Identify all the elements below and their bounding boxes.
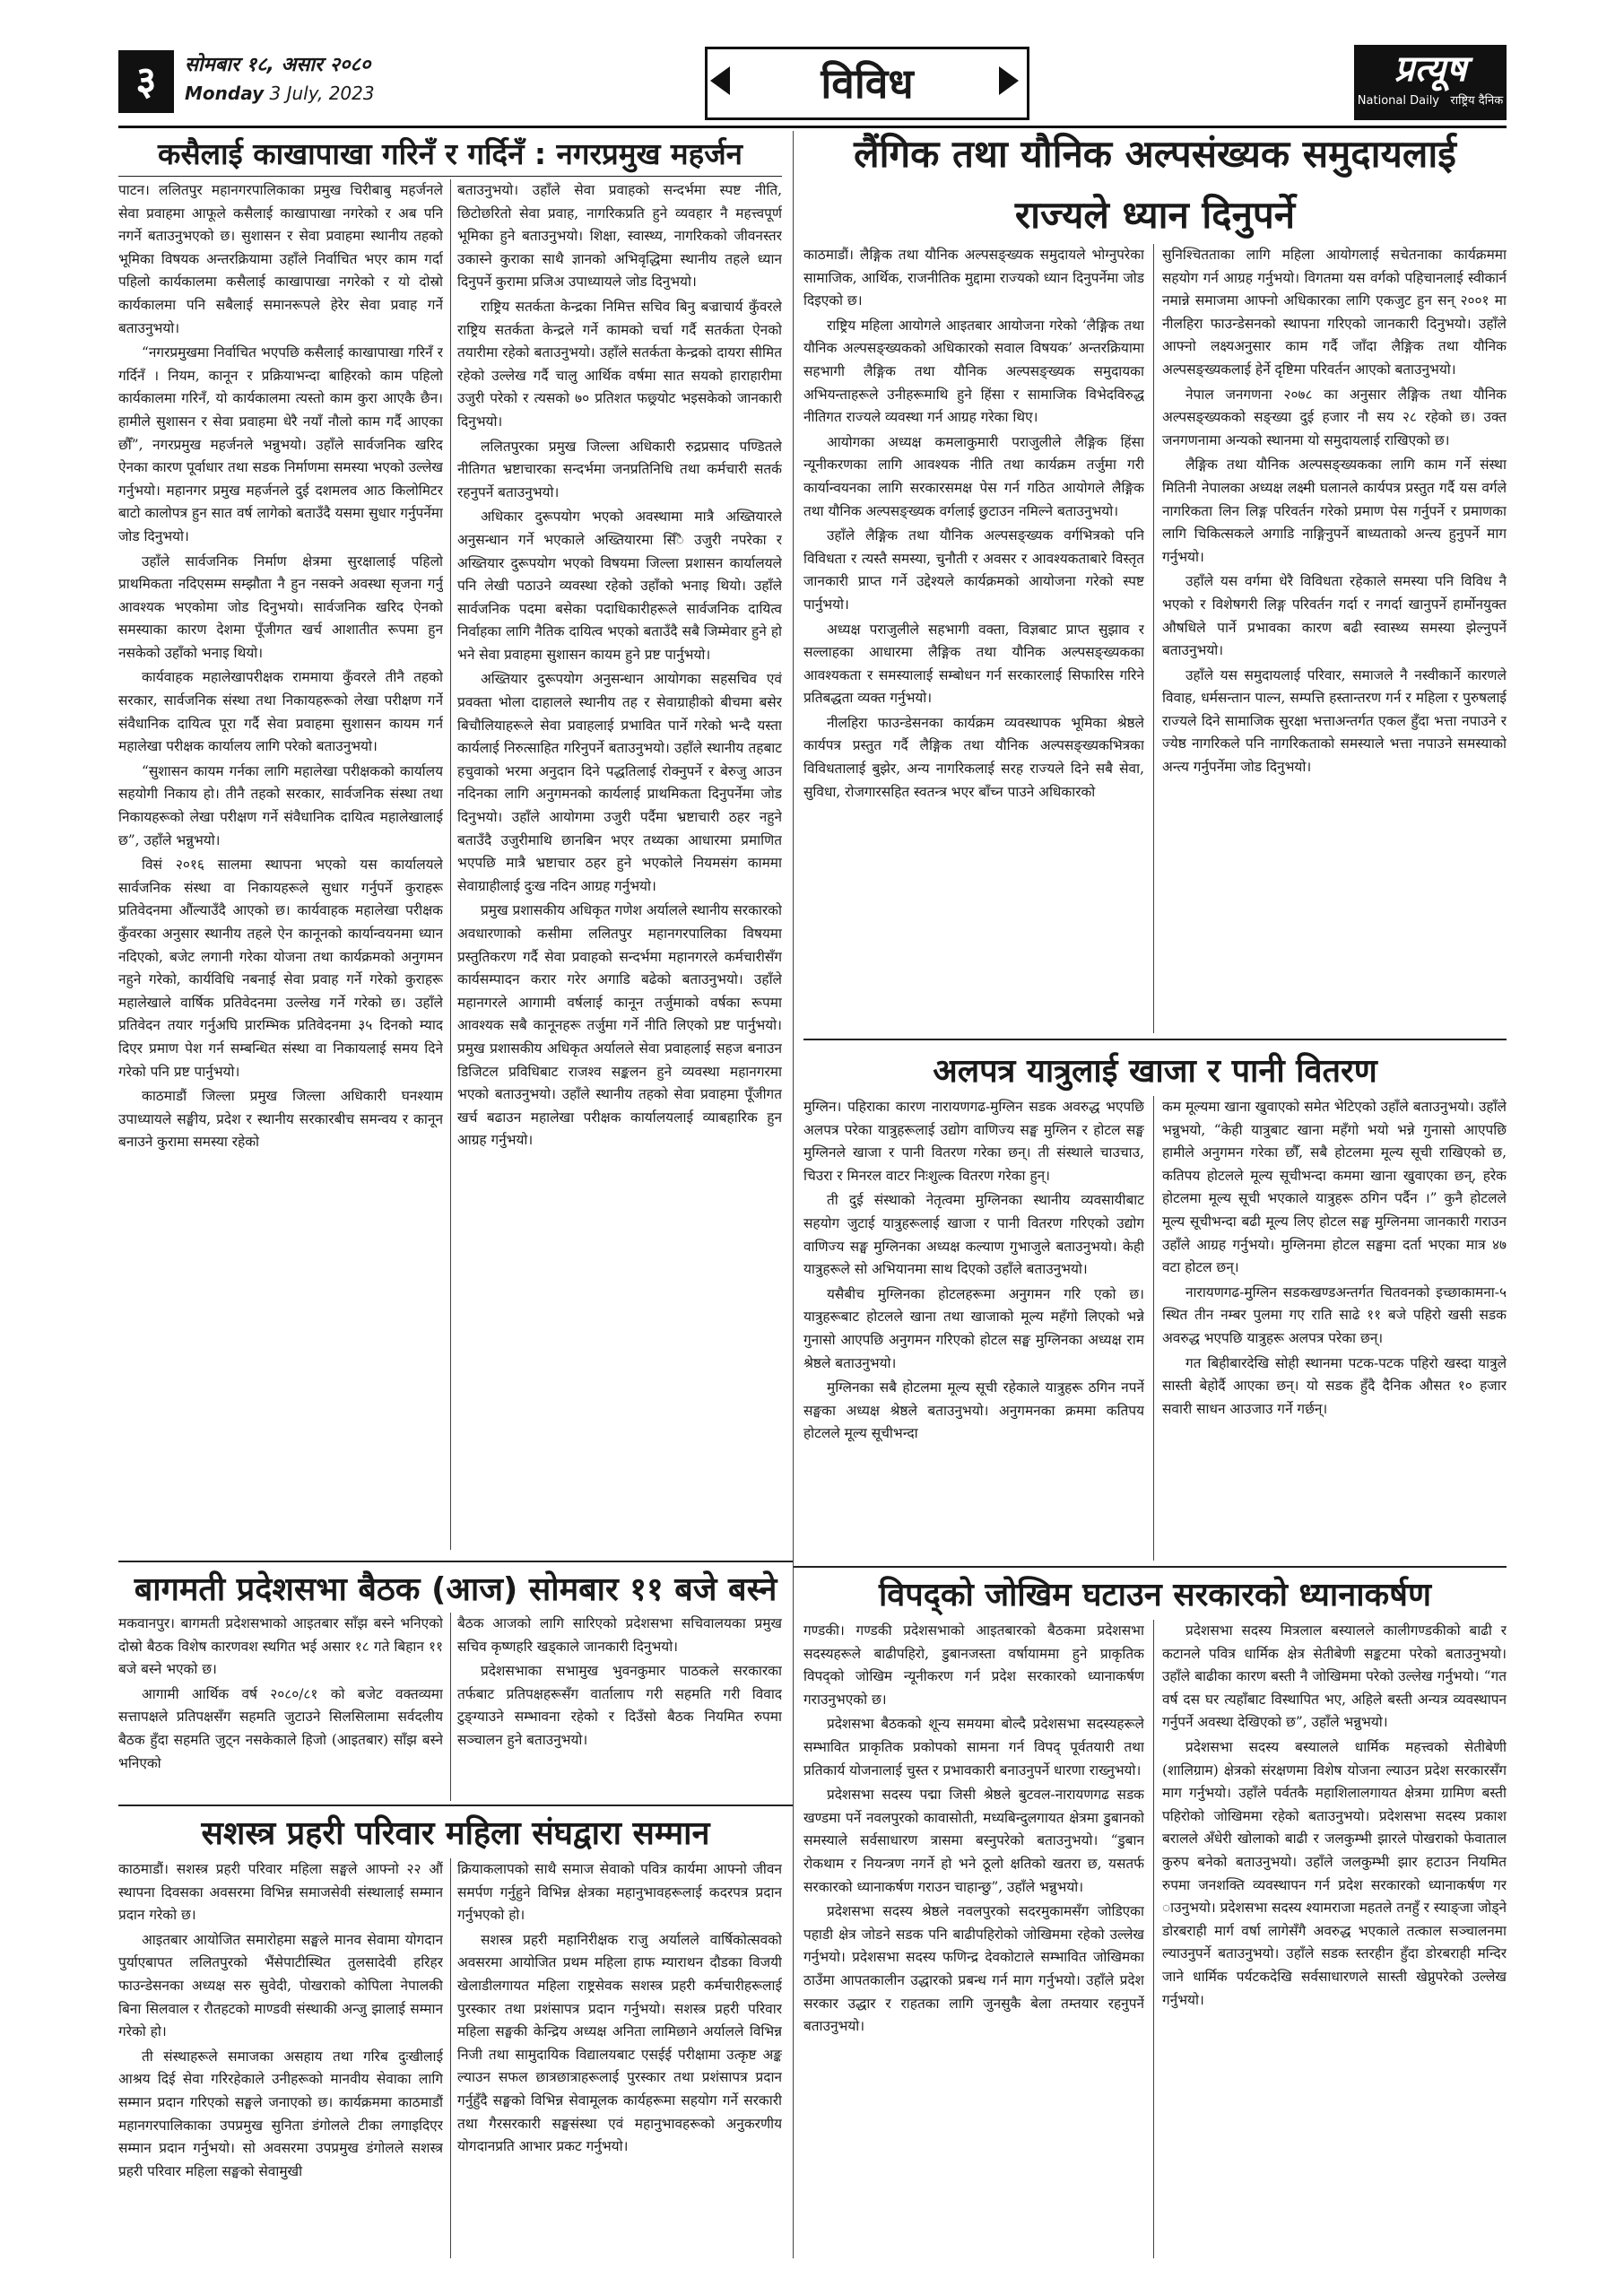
logo-text: प्रत्यूष — [1394, 48, 1467, 90]
paragraph: बताउनुभयो। उहाँले सेवा प्रवाहको सन्दर्भमा स्पष्ट नीति, छिटोछरितो सेवा प्रवाह, नागरिकप्रति हुने व्यवहार नै महत्त्वपूर्ण भूमिका हुने बताउनुभयो। शिक्षा, स्वास्थ्य, नागरिकको जीवनस्तर उकास्ने कुराका साथै ज्ञानको अभिवृद्धिमा स्थानीय तहले ध्यान दिनुपर्ने कुरामा प्रजिअ उपाध्यायले जोड दिनुभयो। — [457, 182, 782, 291]
paragraph: आगामी आर्थिक वर्ष २०८०/८१ को बजेट वक्तव्यमा सत्तापक्षले प्रतिपक्षसँग सहमति जुटाउने सिलसिलामा सर्वदलीय बैठक हुँदा सहमति जुट्न नसकेकाले हिजो (आइतबार) साँझ बस्ने भनिएको — [118, 1685, 443, 1771]
article2-headline-line2: राज्यले ध्यान दिनुपर्ने — [1014, 193, 1296, 237]
paragraph: प्रमुख प्रशासकीय अधिकृत गणेश अर्यालले स्थानीय सरकारको अवधारणाको कसीमा ललितपुर महानगरपालिका विषयमा प्रस्तुतिकरण गर्दै सेवा प्रवाहको सन्दर्भमा महानगरले कर्मचारीसँग कार्यसम्पादन करार गरेर अगाडि बढेको बताउनुभयो। उहाँले महानगरले आगामी वर्षलाई कानून तर्जुमाको वर्षका रूपमा आवश्यक सबै कानूनहरू तर्जुमा गर्ने नीति लिएको प्रष्ट पार्नुभयो। प्रमुख प्रशासकीय अधिकृत अर्यालले सेवा प्रवाहलाई सहज बनाउन डिजिटल प्रविधिबाट राजश्व सङ्कलन हुने व्यवस्था महानगरमा भएको बताउनुभयो। उहाँले स्थानीय तहको सेवा प्रवाहमा पूँजीगत खर्च बढाउन महालेखा परीक्षक कार्यालयलाई व्याबहारिक हुन आग्रह गर्नुभयो। — [457, 902, 782, 1149]
paragraph: नारायणगढ-मुग्लिन सडकखण्डअन्तर्गत चितवनको इच्छाकामना-५ स्थित तीन नम्बर पुलमा गए राति साढे ११ बजे पहिरो खसी सडक अवरुद्ध भएपछि यात्रुहरू अलपत्र परेका छन्। — [1162, 1283, 1507, 1346]
article4-headline: बागमती प्रदेशसभा बैठक (आज) सोमबार ११ बजे बस्ने — [134, 1571, 777, 1608]
article5-col2 — [457, 1858, 782, 2258]
paragraph: गण्डकी। गण्डकी प्रदेशसभाको आइतबारको बैठकमा प्रदेशसभा सदस्यहरूले बाढीपहिरो, डुबानजस्ता वर्षायाममा हुने प्राकृतिक विपद्को जोखिम न्यूनीकरण गर्न प्रदेश सरकारको ध्यानाकर्षण गराउनुभएको छ। — [803, 1622, 1144, 1708]
date-english-rest: 3 July, 2023 — [269, 83, 375, 104]
section-label: विविध — [821, 59, 914, 108]
date-english-day: Monday — [185, 83, 265, 104]
article4-col2 — [457, 1613, 782, 1801]
article6-col2 — [1162, 1620, 1507, 2258]
paragraph: मुग्लिनका सबै होटलमा मूल्य सूची रहेकाले यात्रुहरू ठगिन नपर्ने सङ्घका अध्यक्ष श्रेष्ठले बताउनुभयो। अनुगमनका क्रममा कतिपय होटलले मूल्य सूचीभन्दा — [803, 1379, 1144, 1442]
paragraph: राष्ट्रिय सतर्कता केन्द्रका निमित्त सचिव बिनु बज्राचार्य कुँवरले राष्ट्रिय सतर्कता केन्द्रले गर्ने कामको चर्चा गर्दै सतर्कता ऐनको तयारीमा रहेको बताउनुभयो। उहाँले सतर्कता केन्द्रको दायरा सीमित रहेको उल्लेख गर्दै चालु आर्थिक वर्षमा सात सयको हाराहारीमा उजुरी परेको र त्यसको ७० प्रतिशत फछ्र्योट भइसकेको जानकारी दिनुभयो। — [457, 298, 782, 430]
paragraph: लैङ्गिक तथा यौनिक अल्पसङ्ख्यकका लागि काम गर्ने संस्था मितिनी नेपालका अध्यक्ष लक्ष्मी घलानले कार्यपत्र प्रस्तुत गर्दै यस वर्गले नागरिकता लिन लिङ्ग परिवर्तन गरेको प्रमाण पेस गर्नुपर्ने र प्रमाणका लागि चिकित्सकले अगाडि नाङ्गिनुपर्ने बाध्यताको अन्त्य हुनुपर्ने माग गर्नुभयो। — [1162, 457, 1507, 565]
article1-col1 — [118, 179, 443, 1550]
article6-headline: विपद्को जोखिम घटाउन सरकारको ध्यानाकर्षण — [878, 1577, 1432, 1613]
column-divider — [450, 1613, 451, 1801]
paragraph: राष्ट्रिय महिला आयोगले आइतबार आयोजना गरेको ‘लैङ्गिक तथा यौनिक अल्पसङ्ख्यकको अधिकारको सवाल विषयक’ अन्तरक्रियामा सहभागी लैङ्गिक तथा यौनिक अल्पसङ्ख्यक समुदायका अभियन्ताहरूले उनीहरूमाथि हुने हिंसा र सामाजिक विभेदविरुद्ध नीतिगत राज्यले व्यवस्था गर्न आग्रह गरेका थिए। — [803, 317, 1144, 426]
paragraph: काठमाडौं जिल्ला प्रमुख जिल्ला अधिकारी घनश्याम उपाध्यायले सङ्घीय, प्रदेश र स्थानीय सरकारबीच समन्वय र कानून बनाउने कुरामा समस्या रहेको — [118, 1088, 443, 1151]
paragraph: ती संस्थाहरूले समाजका असहाय तथा गरिब दुःखीलाई आश्रय दिई सेवा गरिरहेकाले उनीहरूको मानवीय सेवाका लागि सम्मान प्रदान गरिएको सङ्घले जनाएको छ। कार्यक्रममा काठमाडौं महानगरपालिकाका उपप्रमुख सुनिता डंगोलले टीका लगाइदिएर सम्मान प्रदान गर्नुभयो। सो अवसरमा उपप्रमुख डंगोलले सशस्त्र प्रहरी परिवार महिला सङ्घको सेवामुखी — [118, 2048, 443, 2179]
paragraph: गत बिहीबारदेखि सोही स्थानमा पटक-पटक पहिरो खस्दा यात्रुले सास्ती बेहोर्दै आएका छन्। यो सडक हुँदै दैनिक औसत १० हजार सवारी साधन आउजाउ गर्ने गर्छन्। — [1162, 1354, 1507, 1417]
column-divider — [1153, 1096, 1154, 1561]
paragraph: विसं २०१६ सालमा स्थापना भएको यस कार्यालयले सार्वजनिक संस्था वा निकायहरूले सुधार गर्नुपर्ने कुराहरू प्रतिवेदनमा औंल्याउँदै आएको छ। कार्यवाहक महालेखा परीक्षक कुँवरका अनुसार स्थानीय तहले ऐन कानूनको कार्यान्वयनमा ध्यान नदिएको, बजेट लगानी गरेका योजना तथा कार्यक्रमको अनुगमन नहुने गरेको, कार्यविधि नबनाई सेवा प्रवाह गर्ने गरेको कुराहरू महालेखाले वार्षिक प्रतिवेदनमा उल्लेख गर्ने गरेको छ। उहाँले प्रतिवेदन तयार गर्नुअघि प्रारम्भिक प्रतिवेदनमा ३५ दिनको म्याद दिएर प्रमाण पेश गर्न सम्बन्धित संस्था वा निकायलाई समय दिने गरेको पनि प्रष्ट पार्नुभयो। — [118, 857, 443, 1080]
arrow-right-icon — [999, 66, 1019, 95]
article5-col1 — [118, 1858, 443, 2258]
paragraph: उहाँले यस वर्गमा धेरै विविधता रहेकाले समस्या पनि विविध नै भएको र विशेषगरी लिङ्ग परिवर्तन गर्दा र नगर्दा खानुपर्ने हार्मोनयुक्त औषधिले पार्ने प्रभावका कारण बढी स्वास्थ्य समस्या झेल्नुपर्ने बताउनुभयो। — [1162, 573, 1507, 659]
paragraph: मकवानपुर। बागमती प्रदेशसभाको आइतबार साँझ बस्ने भनिएको दोस्रो बैठक विशेष कारणवश स्थगित भई असार १८ गते बिहान ११ बजे बस्ने भएको छ। — [118, 1615, 443, 1678]
paragraph: पाटन। ललितपुर महानगरपालिकाका प्रमुख चिरीबाबु महर्जनले सेवा प्रवाहमा आफूले कसैलाई काखापाखा नगरेको र अब पनि नगर्ने बताउनुभएको छ। सुशासन र सेवा प्रवाहमा स्थानीय तहको भूमिका विषयक अन्तरक्रियामा उहाँले निर्वाचित भएर काम गर्दा पहिलो कार्यकालमा कसैलाई काखापाखा नगरेको र यो दोस्रो कार्यकालमा पनि सबैलाई समानरूपले हेरेर सेवा प्रवाह गर्ने बताउनुभयो। — [118, 182, 443, 336]
article3-col2 — [1162, 1096, 1507, 1561]
paragraph: ललितपुरका प्रमुख जिल्ला अधिकारी रुद्रप्रसाद पण्डितले नीतिगत भ्रष्टाचारका सन्दर्भमा जनप्रतिनिधि तथा कर्मचारी सतर्क रहनुपर्ने बताउनुभयो। — [457, 438, 782, 500]
logo-subtitle — [1354, 93, 1507, 109]
column-divider — [1153, 1620, 1154, 2258]
paragraph: “नगरप्रमुखमा निर्वाचित भएपछि कसैलाई काखापाखा गरिनँ र गर्दिनँ । नियम, कानून र प्रक्रियाभन्दा बाहिरको काम पहिलो कार्यकालमा गरिनँ, यो कार्यकालमा त्यस्तो काम कुरा आएकै छैन। हामीले सुशासन र सेवा प्रवाहमा धेरै नयाँ नौलो काम गर्दै आएका छौँ”, नगरप्रमुख महर्जनले भन्नुभयो। उहाँले सार्वजनिक खरिद ऐनका कारण पूर्वाधार तथा सडक निर्माणमा समस्या भएको उल्लेख गर्नुभयो। महानगर प्रमुख महर्जनले दुई दशमलव आठ किलोमिटर बाटो कालोपत्र हुन सात वर्ष लागेको बताउँदै यसमा सुधार गर्नुपर्नेमा जोड दिनुभयो। — [118, 344, 443, 544]
paragraph: काठमाडौं। सशस्त्र प्रहरी परिवार महिला सङ्घले आफ्नो २२ औं स्थापना दिवसका अवसरमा विभिन्न समाजसेवी संस्थालाई सम्मान प्रदान गरेको छ। — [118, 1861, 443, 1924]
article1-rule — [118, 176, 782, 177]
paragraph: काठमाडौं। लैङ्गिक तथा यौनिक अल्पसङ्ख्यक समुदायले भोग्नुपरेका सामाजिक, आर्थिक, राजनीतिक मुद्दामा राज्यको ध्यान दिनुपर्नेमा जोड दिइएको छ। — [803, 247, 1144, 309]
page-column-divider — [793, 131, 794, 1566]
arrow-left-icon — [710, 66, 730, 95]
article-rule — [118, 1561, 793, 1562]
article1-col2 — [457, 179, 782, 1550]
logo-sub-en: National Daily — [1357, 94, 1439, 108]
paragraph: ती दुई संस्थाको नेतृत्वमा मुग्लिनका स्थानीय व्यवसायीबाट सहयोग जुटाई यात्रुहरूलाई खाजा र पानी वितरण गरिएको उद्योग वाणिज्य सङ्घ मुग्लिनका अध्यक्ष कल्याण गुभाजुले बताउनुभयो। केही यात्रुहरूले सो अभियानमा साथ दिएको उहाँले बताउनुभयो। — [803, 1192, 1144, 1278]
paragraph: प्रदेशसभा बैठकको शून्य समयमा बोल्दै प्रदेशसभा सदस्यहरूले सम्भावित प्राकृतिक प्रकोपको सामना गर्न विपद् पूर्वतयारी तथा प्रतिकार्य योजनालाई चुस्त र प्रभावकारी बनाउनुपर्ने धारणा राख्नुभयो। — [803, 1716, 1144, 1779]
date-nepali: सोमबार १८, असार २०८० — [185, 54, 371, 76]
paragraph: अध्यक्ष पराजुलीले सहभागी वक्ता, विज्ञबाट प्राप्त सुझाव र सल्लाहका आधारमा लैङ्गिक तथा यौनिक अल्पसङ्ख्यकका आवश्यकता र समस्यालाई सम्बोधन गर्न सरकारलाई सिफारिस गरिने प्रतिबद्धता व्यक्त गर्नुभयो। — [803, 621, 1144, 707]
paragraph: “सुशासन कायम गर्नका लागि महालेखा परीक्षकको कार्यालय सहयोगी निकाय हो। तीनै तहको सरकार, सार्वजनिक संस्था तथा निकायहरूको लेखा परीक्षण गर्ने संवैधानिक दायित्व महालेखालाई छ”, उहाँले भन्नुभयो। — [118, 762, 443, 848]
paragraph: आइतबार आयोजित समारोहमा सङ्घले मानव सेवामा योगदान पुर्याएबापत ललितपुरको भैंसेपाटीस्थित तुलसादेवी हरिहर फाउन्डेसनका अध्यक्ष सरु सुवेदी, पोखराको कोपिला नेपालकी बिना सिलवाल र रौतहटको माण्डवी संस्थाकी अन्जु झालाई सम्मान गरेको हो। — [118, 1931, 443, 2040]
column-divider — [1153, 244, 1154, 1033]
article3-col1 — [803, 1096, 1144, 1561]
paragraph: प्रदेशसभा सदस्य मित्रलाल बस्यालले कालीगण्डकीको बाढी र कटानले पवित्र धार्मिक क्षेत्र सेतीबेणी सङ्कटमा परेको बताउनुभयो। उहाँले बाढीका कारण बस्ती नै जोखिममा परेको उल्लेख गर्नुभयो। “गत वर्ष दस घर त्यहाँबाट विस्थापित भए, अहिले बस्ती अन्यत्र व्यवस्थापन गर्नुपर्ने अवस्था देखिएको छ”, उहाँले भन्नुभयो। — [1162, 1622, 1507, 1731]
article6-col1 — [803, 1620, 1144, 2258]
paragraph: अधिकार दुरूपयोग भएको अवस्थामा मात्रै अख्तियारले अनुसन्धान गर्ने भएकाले अख्तियारमा सिँै उजुरी नपरेका र अख्तियार दुरूपयोग भएको विषयमा जिल्ला प्रशासन कार्यालयले पनि लेखी पठाउने व्यवस्था रहेको उहाँको भनाइ थियो। उहाँले सार्वजनिक पदमा बसेका पदाधिकारीहरूले सार्वजनिक दायित्व निर्वाहका लागि नैतिक दायित्व भएको बताउँदै सबै जिम्मेवार हुने हो भने सेवा प्रवाहमा सुशासन कायम हुने प्रष्ट पार्नुभयो। — [457, 509, 782, 663]
paragraph: उहाँले यस समुदायलाई परिवार, समाजले नै नस्वीकार्ने कारणले विवाह, धर्मसन्तान पाल्न, सम्पत्ति हस्तान्तरण गर्न र महिला र पुरुषलाई राज्यले दिने सामाजिक सुरक्षा भत्ताअन्तर्गत एकल हुँदा भत्ता नपाउने र ज्येष्ठ नागरिकले पनि नागरिकताको समस्याले भत्ता नपाउने समस्याको अन्त्य गर्नुपर्नेमा जोड दिनुभयो। — [1162, 666, 1507, 776]
paragraph: कम मूल्यमा खाना खुवाएको समेत भेटिएको उहाँले बताउनुभयो। उहाँले भन्नुभयो, “केही यात्रुबाट खाना महँगो भयो भन्ने गुनासो आएपछि हामीले अनुगमन गरेका छौँ, सबै होटलमा मूल्य सूची राखिएको छ, कतिपय होटलले मूल्य सूचीभन्दा कममा खाना खुवाएका छन्, हरेक होटलमा मूल्य सूची भएकाले यात्रुहरू ठगिन पर्दैन ।” कुनै होटलले मूल्य सूचीभन्दा बढी मूल्य लिए होटल सङ्घ मुग्लिनमा जानकारी गराउन उहाँले आग्रह गर्नुभयो। मुग्लिनमा होटल सङ्घमा दर्ता भएका मात्र ४७ वटा होटल छन्। — [1162, 1099, 1507, 1276]
page-column-divider — [793, 1566, 794, 2258]
paragraph: आयोगका अध्यक्ष कमलाकुमारी पराजुलीले लैङ्गिक हिंसा न्यूनीकरणका लागि आवश्यक नीति तथा कार्यक्रम तर्जुमा गरी कार्यान्वयनका लागि सरकारसमक्ष पेस गर्न गठित आयोगले लैङ्गिक तथा यौनिक अल्पसङ्ख्यक वर्गलाई छुटाउन नमिल्ने बताउनुभयो। — [803, 433, 1144, 519]
paragraph: मुग्लिन। पहिराका कारण नारायणगढ-मुग्लिन सडक अवरुद्ध भएपछि अलपत्र परेका यात्रुहरूलाई उद्योग वाणिज्य सङ्घ मुग्लिन र होटल सङ्घ मुग्लिनले खाजा र पानी वितरण गरेका छन्। ती संस्थाले चाउचाउ, चिउरा र मिनरल वाटर निःशुल्क वितरण गरेका हुन्। — [803, 1099, 1144, 1184]
paragraph: सुनिश्चितताका लागि महिला आयोगलाई सचेतनाका कार्यक्रममा सहयोग गर्न आग्रह गर्नुभयो। विगतमा यस वर्गको पहिचानलाई स्वीकार्न नमान्ने समाजमा आफ्नो अधिकारका लागि एकजुट हुन सन् २००१ मा नीलहिरा फाउन्डेसनको स्थापना गरिएको जानकारी दिनुभयो। उहाँले आफ्नो लक्ष्यअनुसार काम गर्दै जाँदा लैङ्गिक तथा यौनिक अल्पसङ्ख्यकलाई हेर्ने दृष्टिमा परिवर्तन आएको बताउनुभयो। — [1162, 247, 1507, 378]
paragraph: उहाँले लैङ्गिक तथा यौनिक अल्पसङ्ख्यक वर्गभित्रको पनि विविधता र त्यस्तै समस्या, चुनौती र अवसर र आवश्यकताबारे विस्तृत जानकारी प्राप्त गर्ने उद्देश्यले कार्यक्रमको आयोजना गरेको स्पष्ट पार्नुभयो। — [803, 527, 1144, 613]
paragraph: प्रदेशसभा सदस्य पद्मा जिसी श्रेष्ठले बुटवल-नारायणगढ सडक खण्डमा पर्ने नवलपुरको कावासोती, मध्यबिन्दुलगायत क्षेत्रमा डुबानको समस्याले सर्वसाधारण त्रासमा बस्नुपरेको बताउनुभयो। “डुबान रोकथाम र नियन्त्रण नगर्ने हो भने ठूलो क्षतिको खतरा छ, यसतर्फ सरकारको ध्यानाकर्षण गराउन चाहान्छु”, उहाँले भन्नुभयो। — [803, 1787, 1144, 1895]
paragraph: अख्तियार दुरूपयोग अनुसन्धान आयोगका सहसचिव एवं प्रवक्ता भोला दाहालले स्थानीय तह र सेवाग्राहीको बीचमा बसेर बिचौलियाहरूले सेवा प्रवाहलाई प्रभावित पार्ने गरेको भन्दै यस्ता कार्यलाई निरुत्साहित गरिनुपर्ने बताउनुभयो। उहाँले स्थानीय तहबाट हचुवाको भरमा अनुदान दिने पद्धतिलाई रोक्नुपर्ने र बेरुजु आउन नदिनका लागि अनुगमनको कार्यलाई प्राथमिकता दिनुपर्नेमा जोड दिनुभयो। उहाँले आयोगमा उजुरी पर्दैमा भ्रष्टाचारी ठहर नहुने बताउँदै उजुरीमाथि छानबिन भएर तथ्यका आधारमा प्रमाणित भएपछि मात्रै भ्रष्टाचार ठहर हुने भएकोले नियमसंग काममा सेवाग्राहीलाई दुःख नदिन आग्रह गर्नुभयो। — [457, 671, 782, 894]
article2-headline-line1: लैंगिक तथा यौनिक अल्पसंख्यक समुदायलाई — [854, 132, 1456, 176]
paragraph: सशस्त्र प्रहरी महानिरीक्षक राजु अर्यालले वार्षिकोत्सवको अवसरमा आयोजित प्रथम महिला हाफ म्याराथन दौडका विजयी खेलाडीलगायत महिला राष्ट्रसेवक सशस्त्र प्रहरी कर्मचारीहरूलाई पुरस्कार तथा प्रशंसापत्र प्रदान गर्नुभयो। सशस्त्र प्रहरी परिवार महिला सङ्घकी केन्द्रिय अध्यक्ष अनिता लामिछाने अर्यालले विभिन्न निजी तथा सामुदायिक विद्यालयबाट एसईई परीक्षामा उत्कृष्ट अङ्क ल्याउन सफल छात्रछात्राहरूलाई पुरस्कार तथा प्रशंसापत्र प्रदान गर्नुहुँदै सङ्घको विभिन्न सेवामूलक कार्यहरूमा सहयोग गर्ने सरकारी तथा गैरसरकारी सङ्घसंस्था एवं महानुभावहरूको अनुकरणीय योगदानप्रति आभार प्रकट गर्नुभयो। — [457, 1931, 782, 2155]
paragraph: उहाँले सार्वजनिक निर्माण क्षेत्रमा सुरक्षालाई पहिलो प्राथमिकता नदिएसम्म सम्झौता नै हुन नसक्ने अवस्था सृजना गर्नु आवश्यक भएकोमा जोड दिनुभयो। सार्वजनिक खरिद ऐनको समस्याका कारण देशमा पूँजीगत खर्च आशातीत रूपमा हुन नसकेको उहाँको भनाइ थियो। — [118, 552, 443, 661]
article-rule — [793, 1566, 1507, 1568]
paragraph: प्रदेशसभा सदस्य बस्यालले धार्मिक महत्त्वको सेतीबेणी (शालिग्राम) क्षेत्रको संरक्षणमा विशेष योजना ल्याउन प्रदेश सरकारसँग माग गर्नुभयो। उहाँले पर्वतकै महाशिलालगायत क्षेत्रमा ग्रामिण बस्ती पहिरोको जोखिममा रहेको बताउनुभयो। प्रदेशसभा सदस्य प्रकाश बरालले अँधेरी खोलाको बाढी र जलकुम्भी झारले पोखराको फेवाताल कुरुप बनेको बताउनुभयो। उहाँले जलकुम्भी झार हटाउन नियमित रुपमा जनशक्ति व्यवस्थापन गर्न प्रदेश सरकारको ध्यानाकर्षण गर ाउनुभयो। प्रदेशसभा सदस्य श्यामराजा महतले तनहुँ र स्याङ्जा जोड्ने डोरबराही मार्ग वर्षा लागेसँगै अवरुद्ध भएकाले तत्काल सञ्चालनमा ल्याउनुपर्ने बताउनुभयो। उहाँले सडक स्तरहीन हुँदा डोरबराही मन्दिर जाने धार्मिक पर्यटकदेखि सर्वसाधारणले सास्ती खेप्नुपरेको उल्लेख गर्नुभयो। — [1162, 1738, 1507, 2008]
paragraph: प्रदेशसभा सदस्य श्रेष्ठले नवलपुरको सदरमुकामसँग जोडिएका पहाडी क्षेत्र जोडने सडक पनि बाढीपहिरोको जोखिममा रहेको उल्लेख गर्नुभयो। प्रदेशसभा सदस्य फणिन्द्र देवकोटाले सम्भावित जोखिमका ठाउँमा आपतकालीन उद्धारको प्रबन्ध गर्न माग गर्नुभयो। उहाँले प्रदेश सरकार उद्धार र राहतका लागि जुनसुकै बेला तम्तयार रहनुपर्ने बताउनुभयो। — [803, 1903, 1144, 2035]
article-rule — [803, 1039, 1507, 1040]
article5-headline: सशस्त्र प्रहरी परिवार महिला संघद्वारा सम्मान — [201, 1815, 710, 1852]
article2-col2 — [1162, 244, 1507, 1033]
article4-col1 — [118, 1613, 443, 1801]
paragraph: नीलहिरा फाउन्डेसनका कार्यक्रम व्यवस्थापक भूमिका श्रेष्ठले कार्यपत्र प्रस्तुत गर्दै लैङ्गिक तथा यौनिक अल्पसङ्ख्यकभित्रका विविधतालाई बुझेर, अन्य नागरिकलाई सरह राज्यले दिने सबै सेवा, सुविधा, रोजगारसहित स्वतन्त्र भएर बाँच्न पाउने अधिकारको — [803, 714, 1144, 800]
article-rule — [118, 1805, 793, 1806]
date-english — [185, 83, 375, 104]
paragraph: कार्यवाहक महालेखापरीक्षक राममाया कुँवरले तीनै तहको सरकार, सार्वजनिक संस्था तथा निकायहरूको लेखा परीक्षण गर्ने संवैधानिक दायित्व पूरा गर्दै सेवा प्रवाहमा सुशासन कायम गर्न महालेखा परीक्षक कार्यालय लागि परेको बताउनुभयो। — [118, 669, 443, 755]
article3-headline: अलपत्र यात्रुलाई खाजा र पानी वितरण — [933, 1053, 1377, 1090]
paragraph: क्रियाकलापको साथै समाज सेवाको पवित्र कार्यमा आफ्नो जीवन समर्पण गर्नुहुने विभिन्न क्षेत्रका महानुभावहरूलाई कदरपत्र प्रदान गर्नुभएको हो। — [457, 1861, 782, 1924]
paragraph: बैठक आजको लागि सारिएको प्रदेशसभा सचिवालयका प्रमुख सचिव कृष्णहरि खड्काले जानकारी दिनुभयो। — [457, 1615, 782, 1655]
newspaper-logo — [1354, 45, 1507, 120]
column-divider — [450, 1858, 451, 2258]
paragraph: यसैबीच मुग्लिनका होटलहरूमा अनुगमन गरि एको छ। यात्रुहरूबाट होटलले खाना तथा खाजाको मूल्य महँगो लिएको भन्ने गुनासो आएपछि अनुगमन गरिएको होटल सङ्घ मुग्लिनका अध्यक्ष राम श्रेष्ठले बताउनुभयो। — [803, 1285, 1144, 1371]
article2-col1 — [803, 244, 1144, 1033]
paragraph: नेपाल जनगणना २०७८ का अनुसार लैङ्गिक तथा यौनिक अल्पसङ्ख्यकको सङ्ख्या दुई हजार नौ सय २८ रहेको छ। उक्त जनगणनामा अन्यको स्थानमा यो समुदायलाई राखिएको छ। — [1162, 386, 1507, 448]
paragraph: प्रदेशसभाका सभामुख भुवनकुमार पाठकले सरकारका तर्फबाट प्रतिपक्षहरूसँग वार्तालाप गरी सहमति गरी विवाद टुङ्ग्याउने सम्भावना रहेको र दिउँसो बैठक नियमित रुपमा सञ्चालन हुने बताउनुभयो। — [457, 1663, 782, 1748]
column-divider — [450, 179, 451, 1550]
logo-sub-np: राष्ट्रिय दैनिक — [1450, 94, 1504, 108]
section-title — [705, 47, 1029, 120]
article1-headline: कसैलाई काखापाखा गरिनँ र गर्दिनँ : नगरप्रमुख महर्जन — [157, 136, 743, 171]
page-number: ३ — [118, 50, 174, 113]
masthead — [118, 45, 1507, 124]
